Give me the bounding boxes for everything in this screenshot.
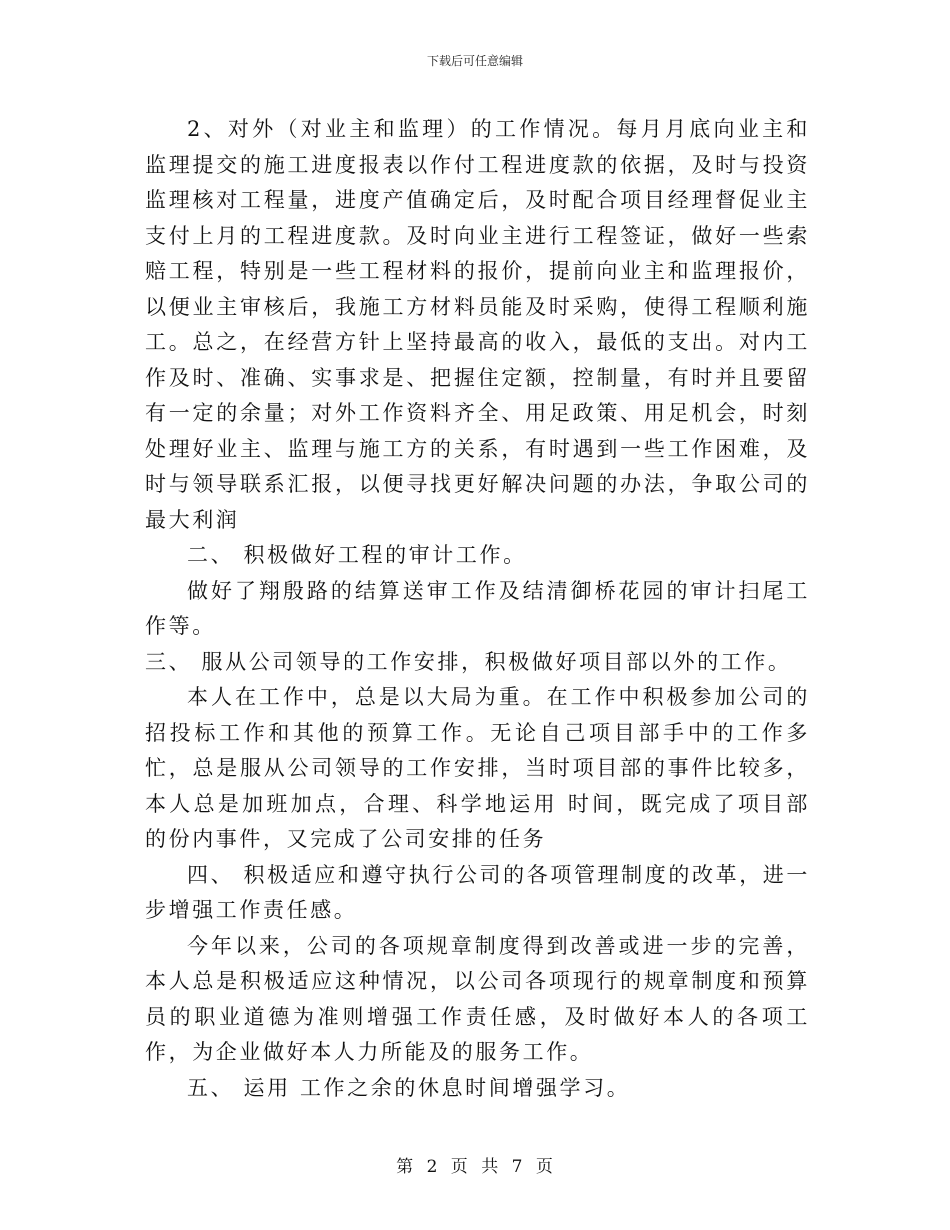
paragraph-audit-work: 做好了翔殷路的结算送审工作及结清御桥花园的审计扫尾工作等。 bbox=[145, 578, 810, 638]
paragraph-external-work: 2、对外（对业主和监理）的工作情况。每月月底向业主和监理提交的施工进度报表以作付工程进度款的依据，及时与投资监理核对工程量，进度产值确定后，及时配合项目经理督促业主支付上月的工程进度款。及时向业主进行工程签证，做好一些索赔工程，特别是一些工程材料的报价，提前向业主和监理报价，以便业主审核后，我施工方材料员能及时采购，使得工程顺利施工。总之，在经营方针上坚持最高的收入，最低的支出。对内工作及时、准确、实事求是、把握住定额，控制量，有时并且要留有一定的余量；对外工作资料齐全、用足政策、用足机会，时刻处理好业主、监理与施工方的关系，有时遇到一些工作困难，及时与领导联系汇报，以便寻找更好解决问题的办法，争取公司的最大利润 bbox=[145, 117, 810, 532]
footer-total-unit: 页 bbox=[535, 1157, 554, 1177]
page-header: 下载后可任意编辑 bbox=[426, 54, 523, 68]
footer-page-unit: 页 bbox=[450, 1157, 469, 1177]
document-body bbox=[145, 112, 810, 1106]
section-heading-management-reform: 四、 积极适应和遵守执行公司的各项管理制度的改革，进一步增强工作责任感。 bbox=[145, 862, 810, 922]
paragraph-rules-adaptation: 今年以来，公司的各项规章制度得到改善或进一步的完善，本人总是积极适应这种情况，以公司各项现行的规章制度和预算员的职业道德为准则增强工作责任感，及时做好本人的各项工作，为企业做好本人力所能及的服务工作。 bbox=[145, 933, 810, 1064]
section-heading-study: 五、 运用 工作之余的休息时间增强学习。 bbox=[187, 1075, 631, 1100]
section-heading-obey-leadership: 三、 服从公司领导的工作安排，积极做好项目部以外的工作。 bbox=[145, 649, 792, 674]
paragraph-overall-work: 本人在工作中，总是以大局为重。在工作中积极参加公司的招投标工作和其他的预算工作。无论自己项目部手中的工作多忙，总是服从公司领导的工作安排，当时项目部的事件比较多，本人总是加班加点，合理、科学地运用 时间，既完成了项目部的份内事件，又完成了公司安排的任务 bbox=[145, 685, 810, 851]
section-heading-audit: 二、 积极做好工程的审计工作。 bbox=[187, 543, 527, 567]
footer-prefix: 第 bbox=[396, 1157, 415, 1177]
footer-total-pages: 7 bbox=[511, 1157, 524, 1177]
page-footer bbox=[0, 1152, 950, 1177]
footer-current-page: 2 bbox=[426, 1157, 439, 1177]
footer-total-word: 共 bbox=[481, 1157, 500, 1177]
